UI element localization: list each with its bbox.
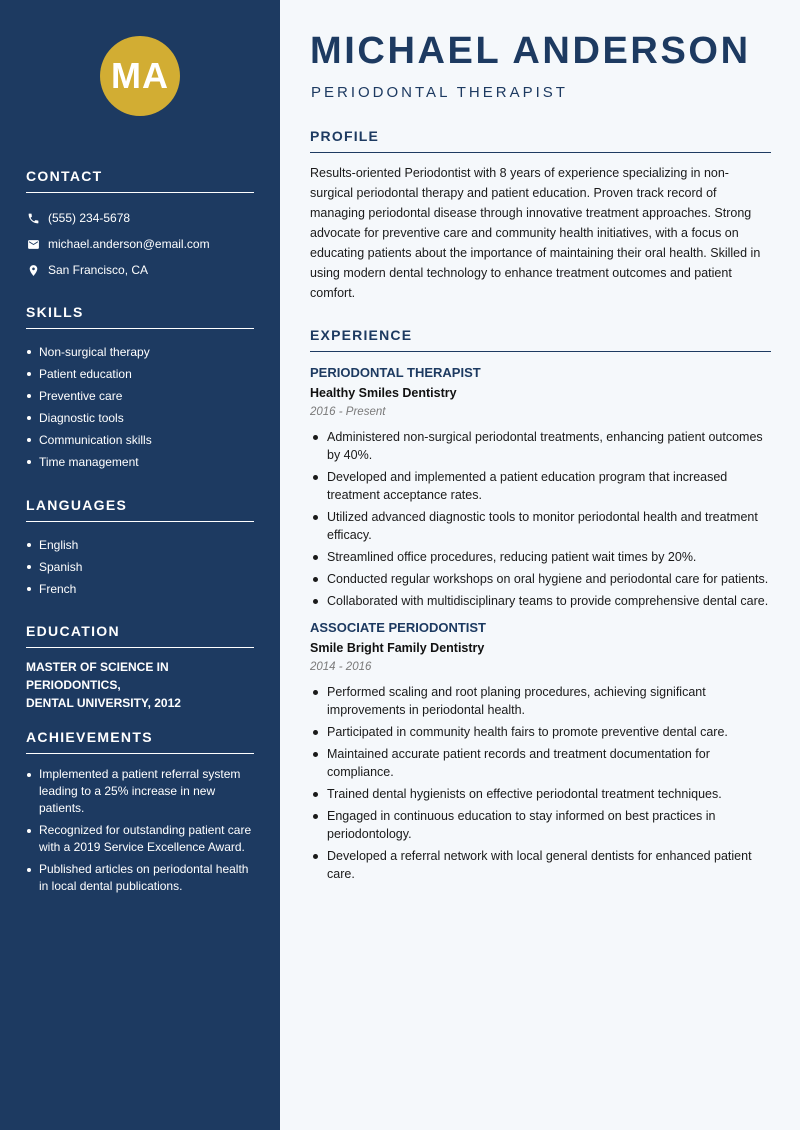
job-bullet: Maintained accurate patient records and treatment documentation for compliance. [310, 745, 771, 781]
education-entry [26, 658, 254, 712]
skills-list [26, 341, 254, 473]
contact-email [26, 231, 254, 257]
avatar [100, 36, 180, 116]
location-text: San Francisco, CA [48, 263, 149, 277]
job-bullet: Streamlined office procedures, reducing patient wait times by 20%. [310, 548, 771, 566]
experience-heading: EXPERIENCE [310, 327, 771, 352]
job-bullet: Trained dental hygienists on effective periodontal treatment techniques. [310, 785, 771, 803]
job-entry [310, 365, 771, 610]
sidebar [0, 0, 280, 1130]
job-dates: 2014 - 2016 [310, 661, 372, 673]
contact-section [26, 168, 254, 283]
achievement-item: Recognized for outstanding patient care with a 2019 Service Excellence Award. [26, 822, 254, 856]
job-bullet: Performed scaling and root planing procedures, achieving significant improvements in periodontal health. [310, 683, 771, 719]
job-bullet: Collaborated with multidisciplinary teams to provide comprehensive dental care. [310, 592, 771, 610]
contact-location [26, 257, 254, 283]
education-heading: EDUCATION [26, 623, 254, 648]
achievements-heading: ACHIEVEMENTS [26, 729, 254, 754]
job-bullets [310, 683, 771, 883]
education-school: DENTAL UNIVERSITY, 2012 [26, 696, 181, 710]
skills-section [26, 304, 254, 473]
candidate-name: MICHAEL ANDERSON [310, 30, 751, 72]
languages-list [26, 534, 254, 600]
profile-text: Results-oriented Periodontist with 8 years of experience specializing in non-surgical periodontal therapy and patient education. Proven track record of managing periodontal disease through innovative treatment approaches. Strong advocate for preventive care and community health initiatives, with a focus on educating patients about the importance of maintaining their oral health. Skilled in using modern dental technology to enhance treatment outcomes and patient comfort. [310, 166, 761, 300]
job-title: ASSOCIATE PERIODONTIST [310, 620, 486, 635]
achievement-item: Published articles on periodontal health in local dental publications. [26, 861, 254, 895]
job-bullet: Conducted regular workshops on oral hygiene and periodontal care for patients. [310, 570, 771, 588]
candidate-title: PERIODONTAL THERAPIST [311, 84, 568, 101]
email-icon [26, 237, 40, 251]
job-bullet: Administered non-surgical periodontal treatments, enhancing patient outcomes by 40%. [310, 428, 771, 464]
skill-item: Patient education [26, 363, 254, 385]
education-section [26, 623, 254, 712]
job-bullet: Engaged in continuous education to stay informed on best practices in periodontology. [310, 807, 771, 843]
skill-item: Time management [26, 451, 254, 473]
phone-text: (555) 234-5678 [48, 211, 131, 225]
contact-phone [26, 205, 254, 231]
contact-heading: CONTACT [26, 168, 254, 193]
main-content [280, 0, 800, 1130]
job-title: PERIODONTAL THERAPIST [310, 365, 481, 380]
location-pin-icon [26, 263, 40, 277]
skill-item: Communication skills [26, 429, 254, 451]
language-item: English [26, 534, 254, 556]
achievements-section [26, 729, 254, 900]
job-bullet: Participated in community health fairs to promote preventive dental care. [310, 723, 771, 741]
education-degree: MASTER OF SCIENCE IN PERIODONTICS, [26, 660, 169, 692]
email-text: michael.anderson@email.com [48, 237, 210, 251]
job-bullet: Developed a referral network with local general dentists for enhanced patient care. [310, 847, 771, 883]
skill-item: Preventive care [26, 385, 254, 407]
language-item: Spanish [26, 556, 254, 578]
skill-item: Non-surgical therapy [26, 341, 254, 363]
profile-heading: PROFILE [310, 128, 771, 153]
skill-item: Diagnostic tools [26, 407, 254, 429]
language-item: French [26, 578, 254, 600]
job-dates: 2016 - Present [310, 406, 386, 418]
job-company: Smile Bright Family Dentistry [310, 641, 485, 655]
job-bullet: Developed and implemented a patient education program that increased treatment acceptance rates. [310, 468, 771, 504]
languages-heading: LANGUAGES [26, 497, 254, 522]
job-bullets [310, 428, 771, 610]
job-entry [310, 620, 771, 883]
contact-list [26, 205, 254, 283]
job-bullet: Utilized advanced diagnostic tools to monitor periodontal health and treatment efficacy. [310, 508, 771, 544]
languages-section [26, 497, 254, 600]
job-company: Healthy Smiles Dentistry [310, 386, 457, 400]
achievements-list [26, 766, 254, 895]
profile-section [310, 128, 771, 303]
experience-section [310, 327, 771, 887]
avatar-initials: MA [111, 55, 169, 96]
skills-heading: SKILLS [26, 304, 254, 329]
achievement-item: Implemented a patient referral system leading to a 25% increase in new patients. [26, 766, 254, 817]
phone-icon [26, 211, 40, 225]
